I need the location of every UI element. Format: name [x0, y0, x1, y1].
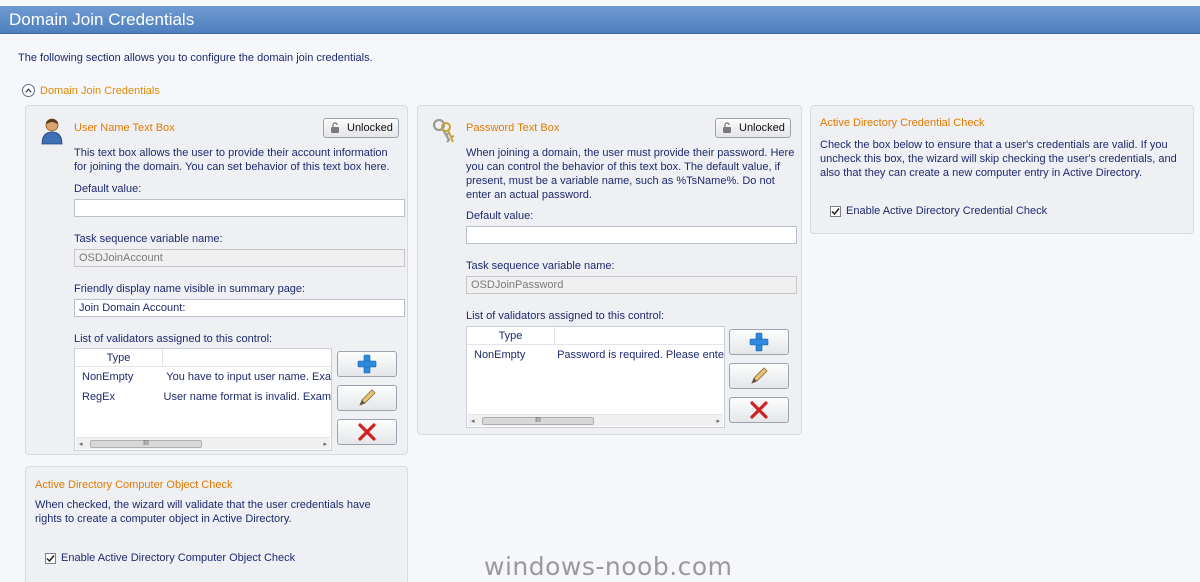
- password-variable-label: Task sequence variable name:: [466, 260, 615, 272]
- plus-icon: [748, 331, 770, 353]
- ad-credential-check-checkbox[interactable]: [830, 204, 1047, 218]
- validator-message: User name format is invalid. Exam: [163, 391, 331, 403]
- scroll-right-icon[interactable]: ▸: [716, 418, 720, 425]
- delete-validator-button[interactable]: [729, 397, 789, 423]
- validator-message: You have to input user name. Exa: [166, 371, 331, 383]
- ad-computer-check-label[interactable]: Enable Active Directory Computer Object Check: [61, 552, 296, 564]
- validator-type: NonEmpty: [474, 349, 526, 361]
- scroll-thumb[interactable]: III: [482, 417, 594, 425]
- ad-credential-check-description: Check the box below to ensure that a user's credentials are valid. If you uncheck this box, the wizard will skip checking the user's credentials, and also that they can create a new computer entry in Active Directory.: [820, 139, 1177, 179]
- username-description: This text box allows the user to provide their account information for joining the domain. You can set behavior of this text box here.: [74, 147, 390, 173]
- scroll-left-icon[interactable]: ◂: [471, 418, 475, 425]
- checkbox-checked-icon[interactable]: [830, 206, 841, 217]
- scroll-left-icon[interactable]: ◂: [79, 441, 83, 448]
- username-validators-list[interactable]: [74, 348, 332, 451]
- column-header-type[interactable]: Type: [467, 327, 555, 344]
- ad-credential-check-panel: [810, 105, 1194, 234]
- pencil-icon: [356, 387, 378, 409]
- validator-type: NonEmpty: [82, 371, 134, 383]
- password-unlock-button[interactable]: [715, 118, 791, 138]
- ad-computer-check-checkbox[interactable]: [45, 551, 295, 565]
- padlock-icon: [721, 122, 733, 134]
- checkbox-checked-icon[interactable]: [45, 553, 56, 564]
- username-unlock-button[interactable]: [323, 118, 399, 138]
- validator-type: RegEx: [82, 391, 116, 403]
- pencil-icon: [748, 365, 770, 387]
- edit-validator-button[interactable]: [337, 385, 397, 411]
- edit-validator-button[interactable]: [729, 363, 789, 389]
- username-default-label: Default value:: [74, 183, 142, 195]
- user-icon: [40, 117, 64, 148]
- intro-text: The following section allows you to configure the domain join credentials.: [18, 52, 373, 64]
- ad-computer-check-panel: [25, 466, 408, 582]
- scroll-thumb[interactable]: III: [90, 440, 202, 448]
- ad-credential-check-title: Active Directory Credential Check: [820, 117, 985, 129]
- username-friendly-input[interactable]: [74, 299, 405, 317]
- password-default-input[interactable]: [466, 226, 797, 244]
- watermark-text: windows-noob.com: [484, 552, 733, 581]
- ad-computer-check-title: Active Directory Computer Object Check: [35, 479, 233, 491]
- password-variable-input[interactable]: [466, 276, 797, 294]
- username-unlock-label: Unlocked: [347, 122, 393, 134]
- username-validators-label: List of validators assigned to this control:: [74, 333, 273, 345]
- keys-icon: [431, 118, 457, 149]
- horizontal-scrollbar[interactable]: [468, 414, 723, 426]
- password-default-label: Default value:: [466, 210, 534, 222]
- password-description: When joining a domain, the user must provide their password. Here you can control the behavior of this text box. The default value, if present, must be a variable name, such as %TsName%. Do not enter an actual password.: [466, 147, 795, 201]
- username-panel-title: User Name Text Box: [74, 122, 175, 134]
- window-title: Domain Join Credentials: [0, 6, 1200, 34]
- ad-computer-check-description: When checked, the wizard will validate that the user credentials have rights to create a computer object in Active Directory.: [35, 499, 371, 525]
- table-row[interactable]: [467, 345, 724, 365]
- delete-x-icon: [356, 421, 378, 443]
- password-validators-list[interactable]: [466, 326, 725, 428]
- chevron-up-icon[interactable]: [22, 84, 35, 97]
- username-variable-label: Task sequence variable name:: [74, 233, 223, 245]
- horizontal-scrollbar[interactable]: [76, 437, 330, 449]
- password-panel-title: Password Text Box: [466, 122, 560, 134]
- column-header-type[interactable]: Type: [75, 349, 163, 366]
- password-validators-label: List of validators assigned to this control:: [466, 310, 665, 322]
- plus-icon: [356, 353, 378, 375]
- section-title[interactable]: Domain Join Credentials: [40, 84, 160, 97]
- add-validator-button[interactable]: [337, 351, 397, 377]
- username-friendly-label: Friendly display name visible in summary page:: [74, 283, 306, 295]
- delete-x-icon: [748, 399, 770, 421]
- table-row[interactable]: [75, 367, 331, 387]
- username-variable-input[interactable]: [74, 249, 405, 267]
- password-panel: [417, 105, 802, 435]
- ad-credential-check-label[interactable]: Enable Active Directory Credential Check: [846, 205, 1048, 217]
- password-unlock-label: Unlocked: [739, 122, 785, 134]
- delete-validator-button[interactable]: [337, 419, 397, 445]
- username-panel: [25, 105, 408, 455]
- scroll-right-icon[interactable]: ▸: [323, 441, 327, 448]
- table-row[interactable]: [75, 387, 331, 407]
- validator-message: Password is required. Please ente: [557, 349, 724, 361]
- section-toggle[interactable]: [22, 84, 160, 97]
- add-validator-button[interactable]: [729, 329, 789, 355]
- username-default-input[interactable]: [74, 199, 405, 217]
- padlock-icon: [329, 122, 341, 134]
